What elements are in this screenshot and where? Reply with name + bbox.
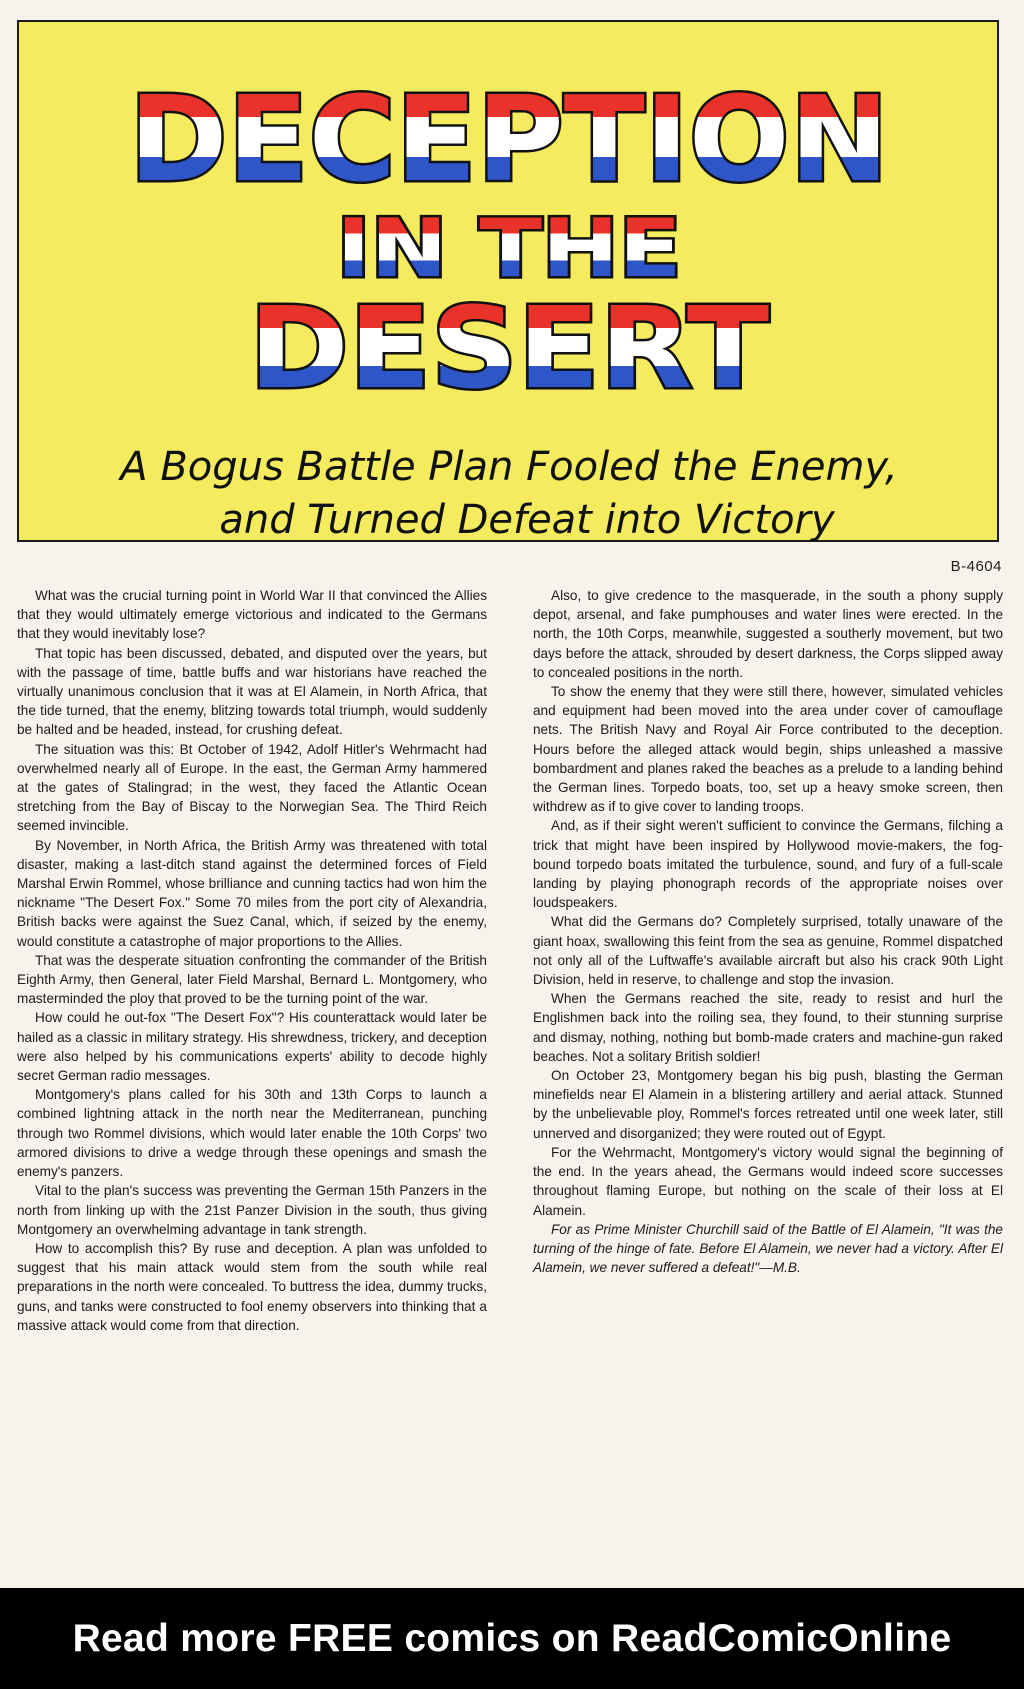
paragraph: Also, to give credence to the masquerade, in the south a phony supply depot, arsenal, and fake pumphouses and water lines were erected. In the north, the 10th Corps, meanwhile, suggested a southerly movement, but two days before the attack, shrouded by desert darkness, the Corps slipped away to concealed positions in the north. (533, 588, 1003, 680)
subtitle-line-1: A Bogus Battle Plan Fooled the Enemy, (120, 444, 898, 490)
paragraph: That topic has been discussed, debated, and disputed over the years, but with the passage of time, battle buffs and war historians have reached the virtually unanimous conclusion that it was at El Alamein, in North Africa, that the tide turned, that the enemy, blitzing towards total triumph, would suddenly be halted and be headed, instead, for crushing defeat. (17, 645, 487, 738)
paragraph: When the Germans reached the site, ready to resist and hurl the Englishmen back into the roiling sea, they found, to their stunning surprise and dismay, nothing, nothing but bomb-made craters and machine-gun raked beaches. Not a solitary British soldier! (533, 991, 1003, 1064)
paragraph: The situation was this: Bt October of 1942, Adolf Hitler's Wehrmacht had overwhelmed nearly all of Europe. In the east, the German Army hammered at the gates of Stalingrad; in the west, they faced the Atlantic Ocean stretching from the Bay of Biscay to the Norwegian Sea. The Third Reich seemed invincible. (17, 741, 487, 834)
paragraph: To show the enemy that they were still there, however, simulated vehicles and equipment had been moved into the area under cover of camouflage nets. The British Navy and Royal Air Force contributed to the deception. Hours before the alleged attack would begin, ships unleashed a massive bombardment and planes raked the beaches as a prelude to a landing behind the German lines. Torpedo boats, too, set up a heavy smoke screen, then withdrew as if to give cover to landing troops. (533, 684, 1003, 815)
paragraph: By November, in North Africa, the British Army was threatened with total disaster, making a last-ditch stand against the determined forces of Field Marshal Erwin Rommel, whose brilliance and cunning tactics had won him the nickname "The Desert Fox." Some 70 miles from the port city of Alexandria, British backs were against the Suez Canal, which, if seized by the enemy, would constitute a catastrophe of major proportions to the Allies. (17, 837, 487, 949)
article-code: B-4604 (950, 558, 1002, 575)
paragraph: That was the desperate situation confronting the commander of the British Eighth Army, then General, later Field Marshal, Bernard L. Montgomery, who masterminded the ploy that proved to be the turning point of the war. (17, 952, 487, 1007)
paragraph: And, as if their sight weren't sufficient to convince the Germans, filching a trick that might have been inspired by Hollywood movie-makers, the fog-bound torpedo boats imitated the turbulence, sound, and fury of a full-scale landing by playing phonograph records of the appropriate noises over loudspeakers. (533, 818, 1003, 911)
paragraph: Vital to the plan's success was preventing the German 15th Panzers in the north from linking up with the 21st Panzer Division in the south, thus giving Montgomery an overwhelming advantage in tank strength. (17, 1183, 487, 1237)
title-line-1: DECEPTION (129, 70, 890, 208)
title-line-2: IN THE (336, 202, 682, 295)
left-column (17, 586, 487, 1536)
article-body (17, 586, 1003, 1536)
subtitle-line-2: and Turned Defeat into Victory (219, 497, 835, 543)
paragraph: How to accomplish this? By ruse and deception. A plan was unfolded to suggest that his main attack would stem from the south while real preparations in the north were concealed. To buttress the idea, dummy trucks, guns, and tanks were constructed to fool enemy observers into thinking that a massive attack would come from that direction. (17, 1240, 487, 1333)
closing-paragraph: For as Prime Minister Churchill said of the Battle of El Alamein, "It was the turning of the hinge of fate. Before El Alamein, we never had a victory. After El Alamein, we never suffered a defeat!"—M.B. (533, 1221, 1003, 1276)
footer-link-text[interactable]: Read more FREE comics on ReadComicOnline (72, 1616, 952, 1660)
paragraph: Montgomery's plans called for his 30th and 13th Corps to launch a combined lightning attack in the north near the Mediterranean, punching through two Rommel divisions, which would later enable the 10th Corps' two armored divisions to drive a wedge through these openings and smash the enemy's panzers. (17, 1087, 487, 1180)
title-line-3: DESERT (249, 284, 769, 414)
paragraph: What did the Germans do? Completely surprised, totally unaware of the giant hoax, swallowing this feint from the sea as genuine, Rommel dispatched not only all of the Luftwaffe's available aircraft but also his crack 90th Light Division, held in reserve, to challenge and stop the invasion. (533, 914, 1003, 988)
right-column (533, 586, 1003, 1536)
paragraph: What was the crucial turning point in World War II that convinced the Allies that they would ultimately emerge victorious and indicated to the Germans that they would inevitably lose? (17, 588, 487, 642)
title-panel (17, 20, 999, 542)
paragraph: On October 23, Montgomery began his big push, blasting the German minefields near El Alamein in a blistering artillery and aerial attack. Stunned by the unbelievable ploy, Rommel's forces retreated until one week later, still unnerved and disorganized; they were routed out of Egypt. (533, 1068, 1003, 1141)
footer-banner[interactable] (0, 1588, 1024, 1689)
paragraph: How could he out-fox "The Desert Fox"? His counterattack would later be hailed as a classic in military strategy. His shrewdness, trickery, and deception were also helped by his communications experts' ability to decode highly secret German radio messages. (17, 1010, 487, 1084)
paragraph: For the Wehrmacht, Montgomery's victory would signal the beginning of the end. In the years ahead, the Germans would indeed score successes throughout flaming Europe, but nothing on the scale of their loss at El Alamein. (533, 1144, 1003, 1218)
